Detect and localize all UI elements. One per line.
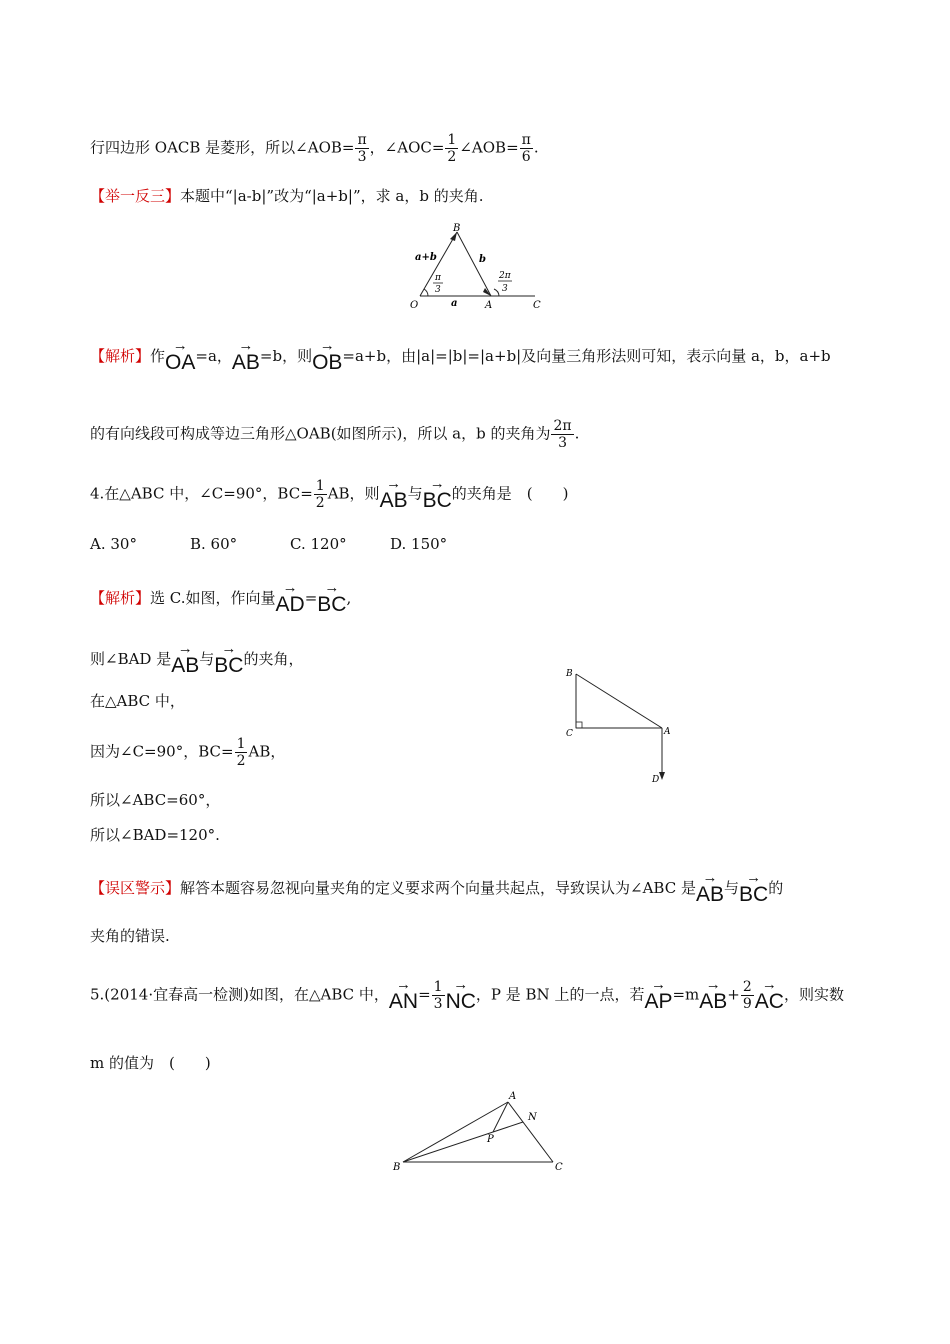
fraction: $\frac{2}{9}$ (742, 979, 752, 1013)
vector: → OA (165, 337, 196, 374)
option-c[interactable]: C. 120° (290, 535, 347, 553)
fraction: $\frac{\pi}{6}$ (521, 132, 531, 166)
label-p: P (487, 1134, 494, 1145)
label-c: C (555, 1162, 563, 1173)
solution-line-5: 所以∠ABC=60°， (90, 791, 221, 809)
label-d: D (652, 775, 660, 785)
label-b: B (453, 223, 461, 234)
solution-line-3: 在△ABC 中， (90, 692, 185, 710)
section-tag: 【误区警示】 (90, 879, 181, 897)
warning-line-1: 【误区警示】解答本题容易忽视向量夹角的定义要求两个向量共起点，导致误认为∠ABC 是 → AB与 → BC的 (90, 869, 784, 906)
question-4: 4.在△ABC 中，∠C=90°，BC= $\frac{1}{2}$ AB，则 → AB与 → BC的夹角是 ( ) (90, 474, 569, 512)
vector: → NC (445, 975, 476, 1013)
section-tag: 【解析】 (90, 347, 151, 365)
label-c: C (566, 729, 573, 739)
vector: → AD (275, 579, 305, 616)
solution-line-2: 则∠BAD 是 → AB与 → BC的夹角， (90, 640, 304, 677)
fraction: $\frac{\pi}{3}$ (357, 132, 367, 166)
section-tag: 【举一反三】 (90, 187, 181, 205)
warning-line-2: 夹角的错误. (90, 927, 170, 945)
svg-text:3: 3 (435, 285, 441, 295)
option-b[interactable]: B. 60° (190, 535, 238, 553)
label-b: B (393, 1162, 401, 1173)
vector: → AB (379, 474, 408, 512)
vector: → BC (739, 869, 769, 906)
vector: → AB (695, 869, 724, 906)
solution-line-6: 所以∠BAD=120°. (90, 826, 220, 844)
text-line-4: 的有向线段可构成等边三角形△OAB(如图所示)，所以 a，b 的夹角为 $\frac{2\pi}{3}$ . (90, 418, 580, 452)
text-line-1: 行四边形 OACB 是菱形，所以∠AOB= $\frac{\pi}{3}$ ，∠AOC= $\frac{1}{2}$ ∠AOB= $\frac{\pi}{6}$ . (90, 132, 539, 166)
option-a[interactable]: A. 30° (90, 535, 137, 553)
label-a: A (509, 1091, 517, 1102)
svg-text:3: 3 (502, 284, 508, 294)
fraction: $\frac{1}{2}$ (315, 478, 325, 512)
solution-line-4: 因为∠C=90°，BC= $\frac{1}{2}$ AB， (90, 736, 286, 770)
vector: → BC (422, 474, 452, 512)
text-line-2: 【举一反三】本题中“|a-b|”改为“|a+b|”，求 a，b 的夹角. (90, 187, 484, 205)
label-b: B (566, 669, 573, 679)
svg-text:b: b (479, 254, 486, 265)
option-d[interactable]: D. 150° (390, 535, 448, 553)
question-5: 5.(2014·宜春高一检测)如图，在△ABC 中， → AN= $\frac{1}{3}$ → NC，P 是 BN 上的一点，若 → AP=m → AB+ $\frac{2}{9}$ → AC，则实数 (90, 975, 844, 1013)
fraction: $\frac{1}{2}$ (236, 736, 246, 770)
fraction: $\frac{1}{3}$ (433, 979, 443, 1013)
label-n: N (528, 1112, 537, 1123)
figure-triangle-abc (388, 1086, 578, 1176)
svg-text:a+b: a+b (415, 252, 437, 263)
vector: → OB (312, 337, 343, 374)
label-a: A (664, 727, 671, 737)
svg-text:a: a (451, 298, 458, 309)
vector: → AC (754, 975, 784, 1013)
figure-right-triangle (560, 664, 680, 786)
fraction: $\frac{1}{2}$ (447, 132, 457, 166)
section-tag: 【解析】 (90, 589, 151, 607)
label-a: A (485, 300, 493, 311)
vector: → AB (699, 975, 728, 1013)
vector: → AB (231, 337, 260, 374)
label-c: C (533, 300, 541, 311)
vector: → BC (214, 640, 244, 677)
options-row (90, 537, 490, 552)
vector: → AN (388, 975, 419, 1013)
vector: → BC (317, 579, 347, 616)
question-5-line-2: m 的值为 ( ) (90, 1054, 211, 1072)
text-line-3: 【解析】作 → OA=a， → AB=b，则 → OB=a+b，由|a|=|b|=|a+b|及向量三角形法则可知，表示向量 a，b，a+b (90, 337, 831, 374)
svg-text:π: π (435, 273, 441, 283)
fraction: $\frac{2\pi}{3}$ (553, 418, 572, 452)
solution-line-1: 【解析】选 C.如图，作向量 → AD= → BC, (90, 579, 352, 616)
svg-text:2π: 2π (499, 271, 511, 281)
vector: → AB (171, 640, 200, 677)
figure-triangle-oab (405, 222, 555, 314)
label-o: O (410, 300, 419, 311)
vector: → AP (644, 975, 673, 1013)
